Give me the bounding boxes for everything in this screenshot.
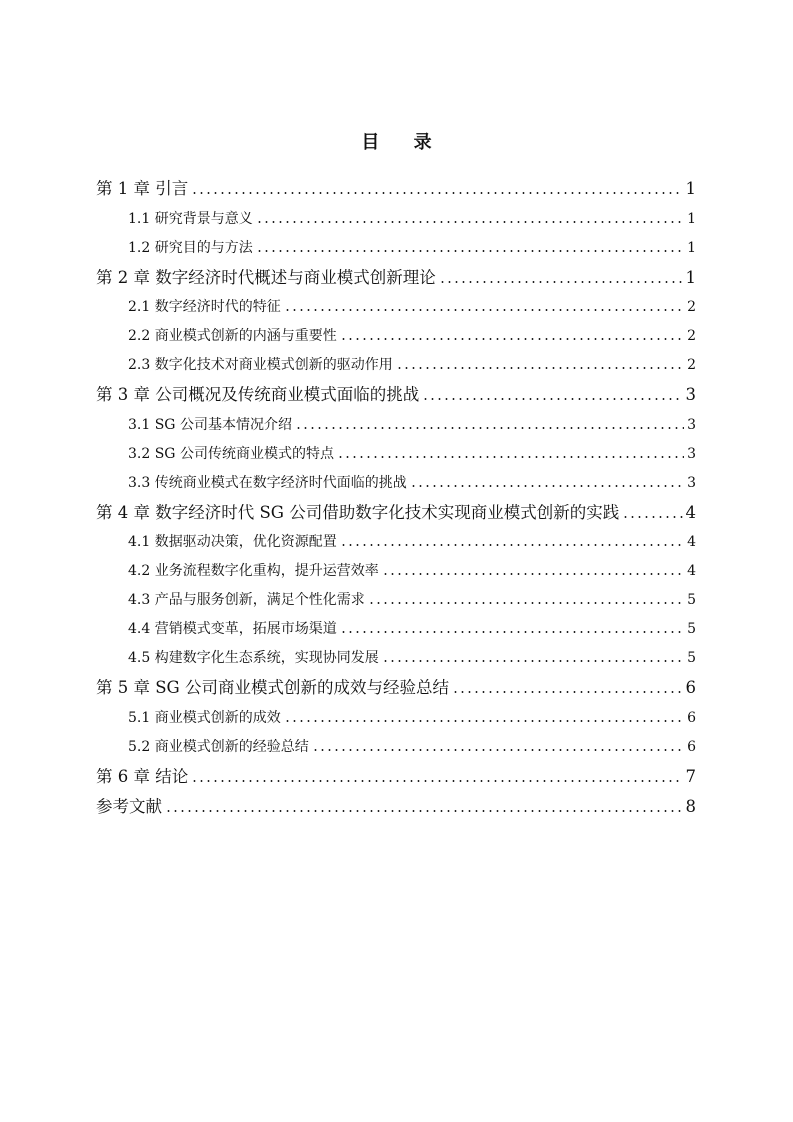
toc-entry-label: 4.4 营销模式变革，拓展市场渠道 [128, 621, 337, 637]
toc-chapter-entry[interactable] [96, 498, 696, 529]
toc-entry-label: 第 5 章 SG 公司商业模式创新的成效与经验总结 [96, 678, 449, 697]
toc-page-number: 5 [687, 621, 696, 637]
toc-dot-leader [284, 708, 684, 722]
toc-entry-label: 4.3 产品与服务创新，满足个性化需求 [128, 592, 365, 608]
toc-section-entry[interactable] [96, 586, 696, 615]
toc-dot-leader [368, 590, 684, 604]
toc-entry-label: 3.2 SG 公司传统商业模式的特点 [128, 445, 334, 462]
toc-dot-leader [340, 532, 684, 546]
toc-page-number: 1 [687, 210, 696, 227]
toc-dot-leader [191, 765, 682, 782]
toc-chapter-entry[interactable] [96, 174, 696, 205]
toc-section-entry[interactable] [96, 528, 696, 557]
table-of-contents [96, 174, 696, 823]
toc-entry-label: 第 3 章 公司概况及传统商业模式面临的挑战 [96, 385, 420, 404]
toc-entry-label: 2.1 数字经济时代的特征 [128, 299, 281, 315]
toc-chapter-entry[interactable] [96, 263, 696, 294]
toc-page-number: 3 [687, 474, 696, 491]
toc-section-entry[interactable] [96, 205, 696, 234]
toc-dot-leader [256, 238, 684, 252]
toc-dot-leader [382, 561, 684, 575]
toc-dot-leader [622, 501, 682, 518]
toc-entry-label: 第 4 章 数字经济时代 SG 公司借助数字化技术实现商业模式创新的实践 [96, 502, 620, 522]
toc-page-number: 7 [685, 766, 696, 786]
toc-entry-label: 2.2 商业模式创新的内涵与重要性 [128, 328, 337, 344]
toc-entry-label: 5.2 商业模式创新的经验总结 [128, 738, 309, 755]
toc-entry-label: 参考文献 [96, 797, 162, 816]
toc-dot-leader [396, 355, 684, 369]
toc-entry-label: 4.1 数据驱动决策，优化资源配置 [128, 534, 337, 550]
toc-entry-label: 1.2 研究目的与方法 [128, 239, 253, 256]
toc-dot-leader [312, 737, 684, 751]
toc-dot-leader [295, 415, 684, 429]
toc-entry-label: 5.1 商业模式创新的成效 [128, 709, 281, 726]
toc-section-entry[interactable] [96, 615, 696, 644]
toc-dot-leader [410, 473, 684, 487]
toc-dot-leader [382, 648, 684, 662]
toc-page-number: 4 [687, 563, 696, 579]
toc-page-number: 1 [685, 179, 696, 198]
toc-chapter-entry[interactable] [96, 380, 696, 411]
toc-page-number: 3 [687, 445, 696, 462]
toc-page-number: 6 [687, 738, 696, 755]
toc-page-number: 5 [687, 592, 696, 608]
toc-dot-leader [340, 619, 684, 633]
toc-page-number: 3 [685, 385, 696, 404]
toc-entry-label: 3.1 SG 公司基本情况介绍 [128, 416, 292, 433]
toc-page-number: 4 [685, 502, 696, 522]
toc-page-number: 8 [685, 797, 696, 816]
toc-dot-leader [337, 444, 684, 458]
toc-section-entry[interactable] [96, 469, 696, 498]
toc-dot-leader [422, 384, 682, 401]
toc-page-number: 3 [687, 416, 696, 433]
toc-page-number: 2 [687, 328, 696, 344]
toc-dot-leader [165, 796, 683, 813]
toc-page-number: 2 [687, 299, 696, 315]
toc-page-number: 1 [687, 239, 696, 256]
toc-chapter-entry[interactable] [96, 673, 696, 704]
toc-entry-label: 第 2 章 数字经济时代概述与商业模式创新理论 [96, 267, 436, 287]
toc-page-number: 6 [687, 709, 696, 726]
toc-dot-leader [439, 266, 683, 283]
toc-section-entry[interactable] [96, 293, 696, 322]
toc-entry-label: 第 6 章 结论 [96, 766, 189, 786]
toc-entry-label: 1.1 研究背景与意义 [128, 210, 253, 227]
toc-dot-leader [256, 209, 684, 223]
toc-section-entry[interactable] [96, 644, 696, 673]
toc-chapter-entry[interactable] [96, 792, 696, 823]
toc-entry-label: 4.2 业务流程数字化重构，提升运营效率 [128, 563, 379, 579]
toc-section-entry[interactable] [96, 234, 696, 263]
toc-entry-label: 3.3 传统商业模式在数字经济时代面临的挑战 [128, 474, 407, 491]
toc-page-number: 1 [685, 267, 696, 287]
toc-dot-leader [340, 326, 684, 340]
toc-section-entry[interactable] [96, 322, 696, 351]
toc-section-entry[interactable] [96, 351, 696, 380]
toc-dot-leader [284, 297, 684, 311]
toc-entry-label: 第 1 章 引言 [96, 179, 189, 198]
toc-dot-leader [452, 677, 683, 694]
toc-chapter-entry[interactable] [96, 762, 696, 793]
toc-entry-label: 4.5 构建数字化生态系统，实现协同发展 [128, 650, 379, 666]
page-title: 目 录 [361, 132, 446, 153]
toc-page-number: 6 [685, 678, 696, 697]
toc-entry-label: 2.3 数字化技术对商业模式创新的驱动作用 [128, 357, 393, 373]
toc-page-number: 5 [687, 650, 696, 666]
toc-section-entry[interactable] [96, 733, 696, 762]
toc-section-entry[interactable] [96, 704, 696, 733]
toc-section-entry[interactable] [96, 440, 696, 469]
toc-section-entry[interactable] [96, 557, 696, 586]
toc-page-number: 2 [687, 357, 696, 373]
toc-dot-leader [191, 178, 682, 195]
toc-page-number: 4 [687, 534, 696, 550]
toc-section-entry[interactable] [96, 411, 696, 440]
